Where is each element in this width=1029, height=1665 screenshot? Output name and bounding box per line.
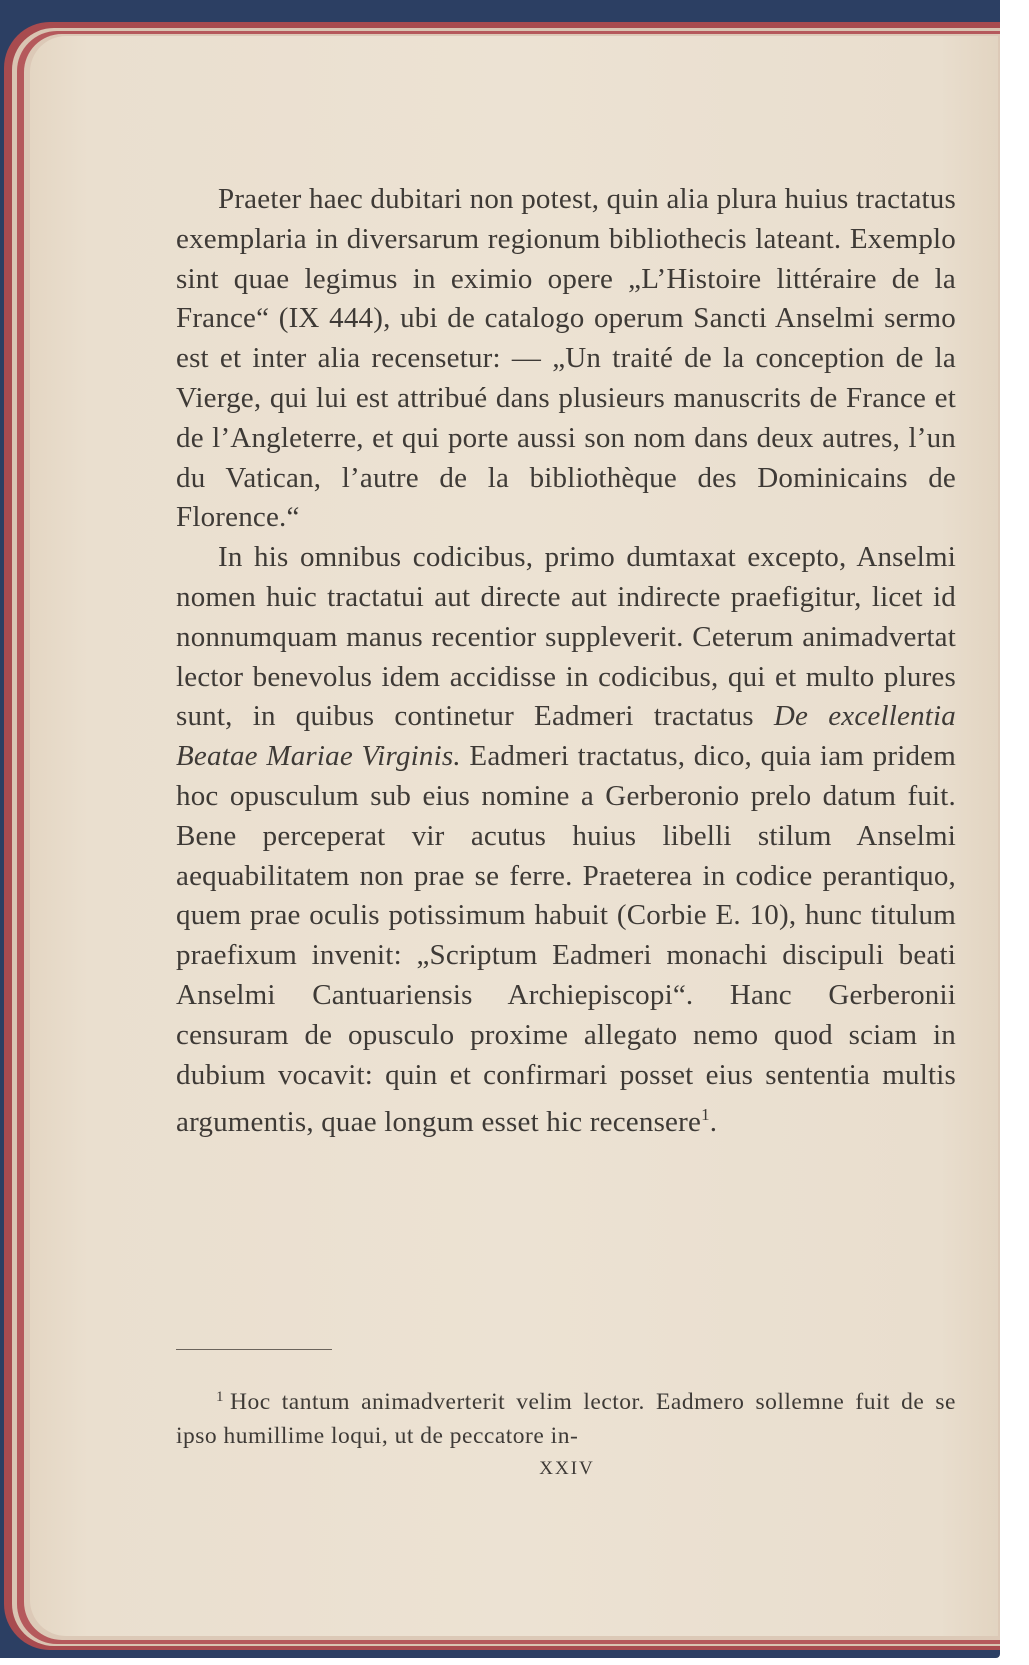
page-number: XXIV	[539, 1458, 595, 1479]
paragraph-2-italic-title: De excellentia Beatae Mariae Virginis.	[176, 700, 957, 773]
paragraph-2-text-a: In his omnibus codicibus, primo dumtaxat excepto, Anselmi nomen huic tractatui aut directe aut indirecte praefigitur, licet id nonnumquam manus recentior suppleverit. Ceterum animadvertat lector benevolus idem accidisse in codicibus, qui et multo plures sunt, in quibus continetur Eadmeri tractatus	[176, 541, 956, 733]
paragraph-2	[176, 538, 956, 1143]
footnote-text: Hoc tantum animadverterit velim lector. Eadmero sollemne fuit de se ipso humillime loqui, ut de peccatore in-	[176, 1389, 956, 1449]
body-text	[176, 180, 956, 1143]
paragraph-2-text-b: Eadmeri tractatus, dico, quia iam pridem hoc opusculum sub eius nomine a Gerberonio prelo datum fuit. Bene perceperat vir acutus huius libelli stilum Anselmi aequabilitatem non prae se ferre. Praeterea in codice perantiquo, quem prae oculis potissimum habuit (Corbie E. 10), hunc titulum praefixum invenit: „Scriptum Eadmeri monachi discipuli beati Anselmi Cantuariensis Archiepiscopi“. Hanc Gerberonii censuram de opusculo proxime allegato nemo quod sciam in dubium vocavit: quin et confirmari posset eius sententia multis argumentis, quae longum esset hic recensere	[176, 740, 956, 1139]
footnote-marker: 1	[216, 1389, 224, 1405]
footnote-reference: 1	[701, 1105, 710, 1125]
footnote	[176, 1380, 956, 1453]
paragraph-2-end: .	[709, 1106, 718, 1139]
paragraph-1-text: Praeter haec dubitari non potest, quin alia plura huius tractatus exemplaria in diversarum regionum bibliothecis lateant. Exemplo sint quae legimus in eximio opere „L’Histoire littéraire de la France“ (IX 444), ubi de catalogo operum Sancti Anselmi sermo est et inter alia recensetur: — „Un traité de la conception de la Vierge, qui lui est attribué dans plusieurs manuscrits de France et de l’Angleterre, et qui porte aussi son nom dans deux autres, l’un du Vatican, l’autre de la bibliothèque des Dominicains de Florence.“	[176, 183, 956, 534]
footnote-rule	[176, 1349, 332, 1350]
paragraph-1	[176, 180, 956, 538]
